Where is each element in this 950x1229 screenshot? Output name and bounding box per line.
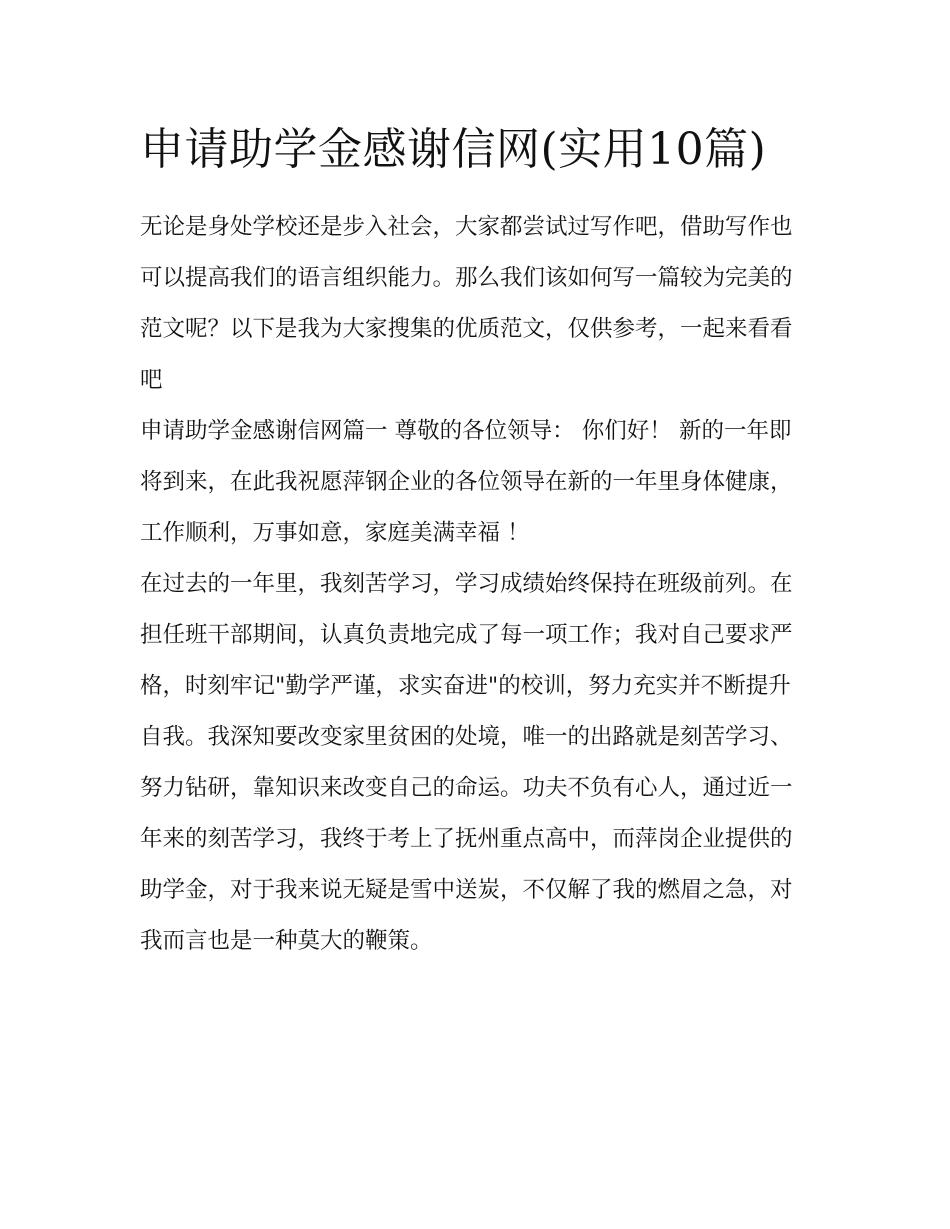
- paragraph-greeting: 申请助学金感谢信网篇一 尊敬的各位领导： 你们好！ 新的一年即将到来，在此我祝愿萍钢企业的各位领导在新的一年里身体健康，工作顺利，万事如意，家庭美满幸福 ！: [140, 418, 793, 546]
- paragraph-intro: 无论是身处学校还是步入社会，大家都尝试过写作吧，借助写作也可以提高我们的语言组织能力。那么我们该如何写一篇较为完美的范文呢？以下是我为大家搜集的优质范文，仅供参考，一起来看看吧: [140, 214, 793, 393]
- paragraph-body: 在过去的一年里，我刻苦学习，学习成绩始终保持在班级前列。在担任班干部期间，认真负责地完成了每一项工作；我对自己要求严格，时刻牢记"勤学严谨，求实奋进"的校训，努力充实并不断提升自我。我深知要改变家里贫困的处境，唯一的出路就是刻苦学习、努力钻研，靠知识来改变自己的命运。功夫不负有心人，通过近一年来的刻苦学习，我终于考上了抚州重点高中，而萍岗企业提供的助学金，对于我来说无疑是雪中送炭，不仅解了我的燃眉之急，对我而言也是一种莫大的鞭策。: [140, 571, 793, 954]
- document-title: 申请助学金感谢信网(实用10篇): [140, 124, 767, 175]
- document-body: [140, 112, 812, 967]
